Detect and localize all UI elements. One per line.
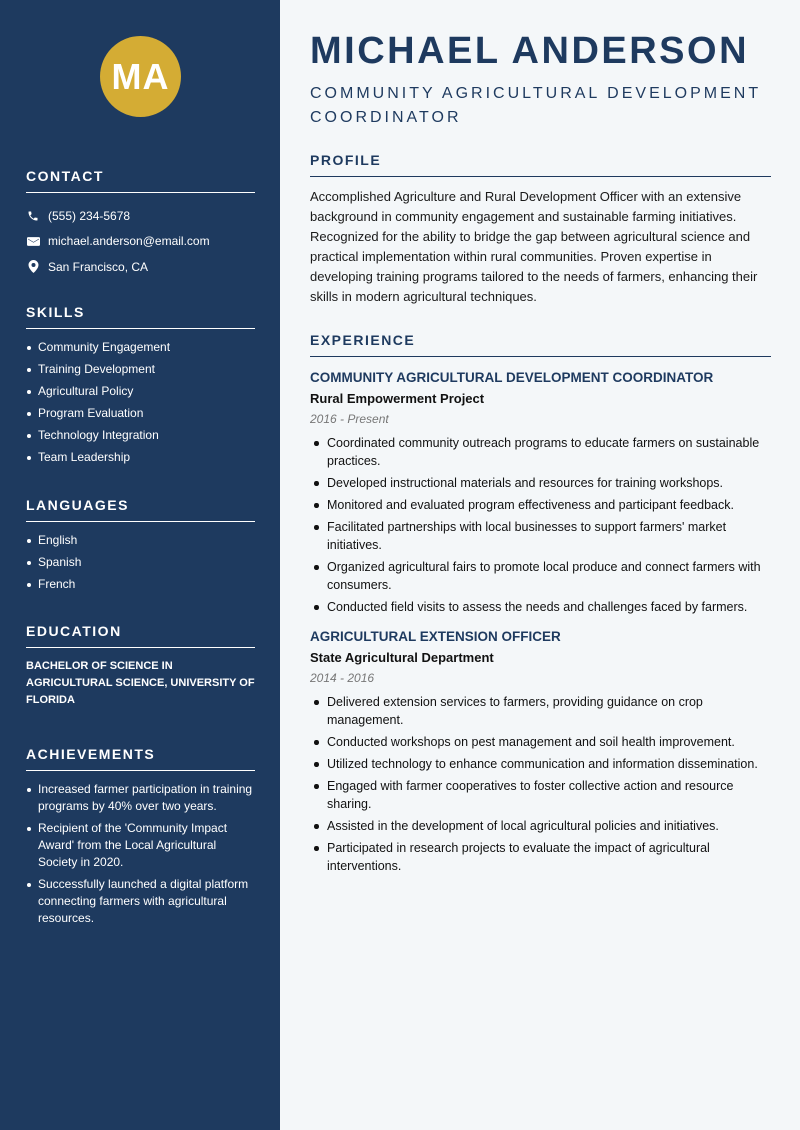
location-pin-icon xyxy=(26,260,40,274)
profile-heading: PROFILE xyxy=(310,152,771,177)
phone-text: (555) 234-5678 xyxy=(48,208,131,223)
job-bullet: Developed instructional materials and resources for training workshops. xyxy=(310,474,771,492)
achievement-item: Increased farmer participation in training programs by 40% over two years. xyxy=(26,781,255,815)
email-text: michael.anderson@email.com xyxy=(48,234,210,249)
skill-item: Community Engagement xyxy=(26,339,255,356)
language-item: Spanish xyxy=(26,554,255,571)
experience-heading: EXPERIENCE xyxy=(310,332,771,357)
contact-email[interactable] xyxy=(26,229,255,255)
achievements-heading: ACHIEVEMENTS xyxy=(26,746,255,771)
job-organization: Rural Empowerment Project xyxy=(310,391,485,406)
job-title: AGRICULTURAL EXTENSION OFFICER xyxy=(310,629,561,644)
location-text: San Francisco, CA xyxy=(48,259,149,274)
profile-section xyxy=(310,152,771,307)
phone-icon xyxy=(26,209,40,223)
achievements-list xyxy=(26,781,255,927)
job-organization: State Agricultural Department xyxy=(310,650,494,665)
contact-heading: CONTACT xyxy=(26,168,255,193)
job-bullet: Coordinated community outreach programs to educate farmers on sustainable practices. xyxy=(310,434,771,470)
job-entry xyxy=(310,370,771,616)
contact-phone[interactable] xyxy=(26,203,255,229)
skill-item: Training Development xyxy=(26,361,255,378)
achievements-section xyxy=(26,746,255,932)
education-heading: EDUCATION xyxy=(26,623,255,648)
skill-item: Technology Integration xyxy=(26,427,255,444)
contact-section xyxy=(26,168,255,280)
skills-section xyxy=(26,304,255,471)
job-dates: 2014 - 2016 xyxy=(310,671,375,685)
languages-heading: LANGUAGES xyxy=(26,497,255,522)
candidate-title: COMMUNITY AGRICULTURAL DEVELOPMENT COORDINATOR xyxy=(310,85,761,126)
job-bullet: Organized agricultural fairs to promote local produce and connect farmers with consumers. xyxy=(310,558,771,594)
job-bullet: Conducted workshops on pest management and soil health improvement. xyxy=(310,733,771,751)
job-bullets xyxy=(310,693,771,875)
skill-item: Program Evaluation xyxy=(26,405,255,422)
sidebar xyxy=(0,0,280,1130)
profile-text: Accomplished Agriculture and Rural Development Officer with an extensive background in community engagement and sustainable farming initiatives. Recognized for the ability to bridge the gap between agricultural science and practical implementation within rural communities. Proven expertise in developing training programs tailored to the needs of farmers, enhancing their skills in modern agricultural techniques. xyxy=(310,189,758,304)
job-bullet: Monitored and evaluated program effectiveness and participant feedback. xyxy=(310,496,771,514)
language-item: English xyxy=(26,532,255,549)
languages-list xyxy=(26,532,255,593)
job-bullet: Assisted in the development of local agricultural policies and initiatives. xyxy=(310,817,771,835)
job-bullet: Delivered extension services to farmers, providing guidance on crop management. xyxy=(310,693,771,729)
candidate-name: MICHAEL ANDERSON xyxy=(310,30,750,72)
job-dates: 2016 - Present xyxy=(310,412,389,426)
achievement-item: Recipient of the 'Community Impact Award' from the Local Agricultural Society in 2020. xyxy=(26,820,255,871)
job-entry xyxy=(310,629,771,875)
email-icon xyxy=(26,234,40,248)
education-section xyxy=(26,623,255,709)
job-bullet: Utilized technology to enhance communication and information dissemination. xyxy=(310,755,771,773)
avatar: MA xyxy=(100,36,181,117)
contact-list xyxy=(26,203,255,280)
job-title: COMMUNITY AGRICULTURAL DEVELOPMENT COORDINATOR xyxy=(310,370,714,385)
language-item: French xyxy=(26,576,255,593)
job-bullets xyxy=(310,434,771,616)
job-bullet: Facilitated partnerships with local businesses to support farmers' market initiatives. xyxy=(310,518,771,554)
education-degree: BACHELOR OF SCIENCE IN AGRICULTURAL SCIENCE, UNIVERSITY OF FLORIDA xyxy=(26,660,255,706)
contact-location xyxy=(26,254,255,280)
job-bullet: Participated in research projects to evaluate the impact of agricultural interventions. xyxy=(310,839,771,875)
skills-heading: SKILLS xyxy=(26,304,255,329)
skill-item: Agricultural Policy xyxy=(26,383,255,400)
job-bullet: Engaged with farmer cooperatives to foster collective action and resource sharing. xyxy=(310,777,771,813)
achievement-item: Successfully launched a digital platform connecting farmers with agricultural resources. xyxy=(26,876,255,927)
skill-item: Team Leadership xyxy=(26,449,255,466)
experience-section xyxy=(310,332,771,879)
job-bullet: Conducted field visits to assess the needs and challenges faced by farmers. xyxy=(310,598,771,616)
languages-section xyxy=(26,497,255,598)
skills-list xyxy=(26,339,255,466)
